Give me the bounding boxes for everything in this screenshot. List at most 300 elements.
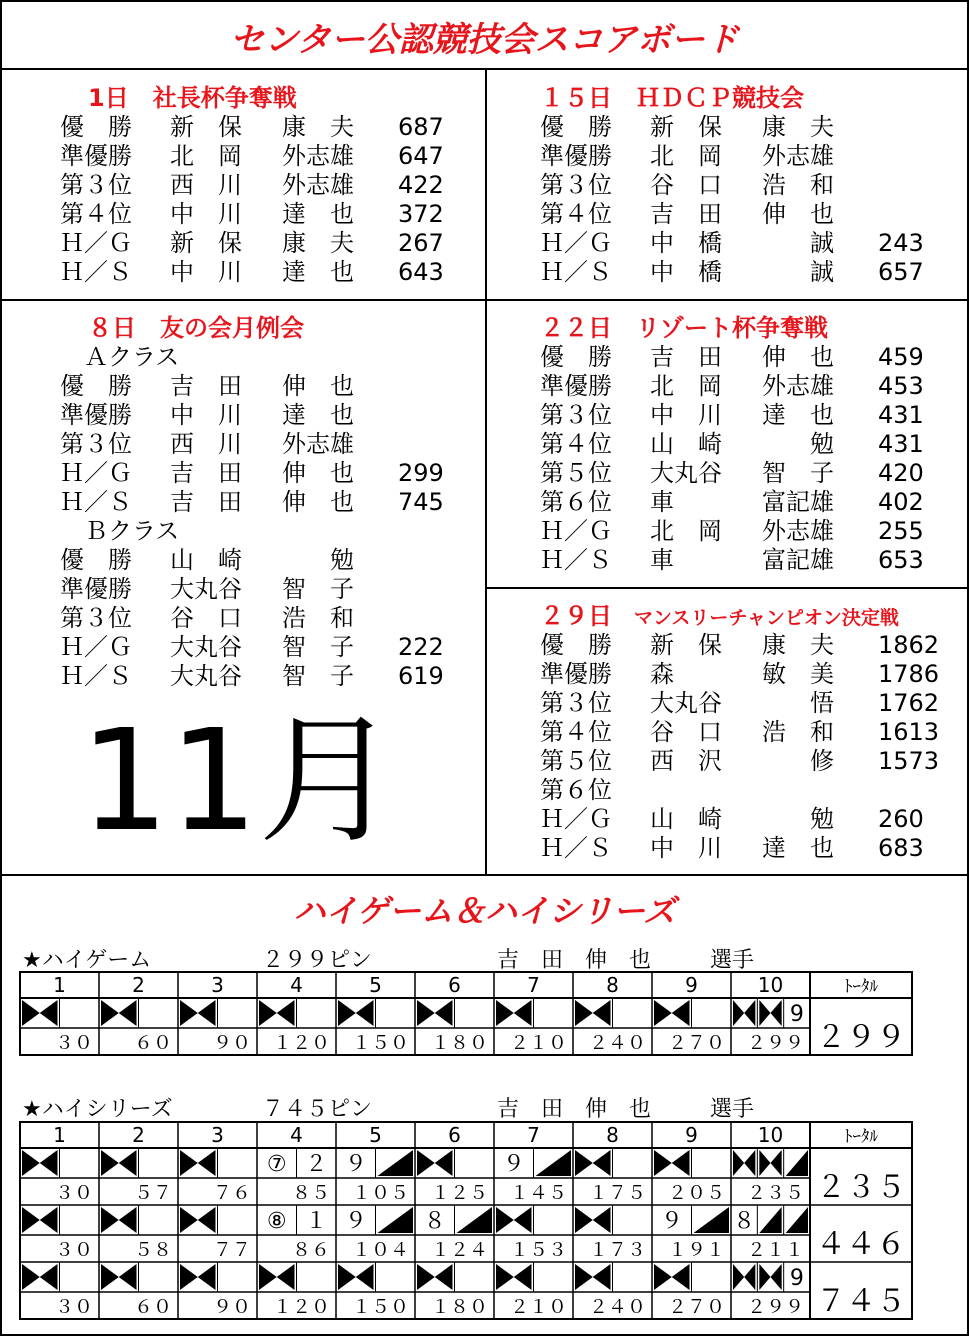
strike-mark (575, 1000, 611, 1026)
rank: 第４位 (540, 430, 612, 458)
strike-mark (733, 1150, 755, 1176)
rank: Ｈ／Ｓ (540, 546, 612, 574)
high-series-heading (22, 1092, 962, 1120)
family-name: 新 保 (170, 113, 242, 141)
result-row (540, 747, 960, 776)
rank: 第３位 (60, 171, 132, 199)
high_series-sheet (20, 1122, 912, 1319)
family-name: 山 崎 (650, 430, 722, 458)
strike-mark (759, 1150, 781, 1176)
event-hdcp (540, 84, 940, 287)
given-name: 康 夫 (282, 229, 354, 257)
score: 420 (878, 459, 924, 487)
strike-mark (101, 1264, 137, 1290)
result-row (540, 171, 940, 200)
rank: 優 勝 (60, 113, 132, 141)
section-title: ハイゲーム＆ハイシリーズ (293, 892, 676, 930)
cumulative-score: １８０ (430, 1296, 488, 1318)
board-title: センター公認競技会スコアボード (230, 20, 739, 60)
rank: 第３位 (540, 689, 612, 717)
frame-header: 2 (132, 1123, 145, 1147)
given-name: 達 也 (282, 401, 354, 429)
strike-mark (22, 1207, 58, 1233)
class-heading: Ａクラス (84, 343, 180, 371)
result-row (60, 459, 460, 488)
frame-header: 4 (290, 1123, 303, 1147)
score: 222 (398, 633, 444, 661)
rank: 準優勝 (540, 660, 612, 688)
given-name: 勉 (762, 430, 834, 458)
family-name: 大丸谷 (170, 633, 242, 661)
strike-mark (22, 1150, 58, 1176)
result-row (60, 546, 460, 575)
cumulative-score: ３０ (54, 1239, 93, 1261)
cumulative-score: ６０ (133, 1032, 172, 1054)
cumulative-score: １２０ (272, 1032, 330, 1054)
rank: 準優勝 (60, 575, 132, 603)
result-row (60, 604, 460, 633)
cumulative-score: １５０ (351, 1032, 409, 1054)
score: 243 (878, 229, 924, 257)
cumulative-score: ７６ (212, 1182, 251, 1204)
family-name: 谷 口 (650, 718, 722, 746)
result-row (60, 430, 460, 459)
score: 643 (398, 258, 444, 286)
strike-mark (180, 1150, 216, 1176)
family-name: 大丸谷 (170, 575, 242, 603)
game-total: ７４５ (816, 1284, 906, 1319)
cumulative-score: ８５ (291, 1182, 330, 1204)
result-row (60, 142, 460, 171)
high-series-pins: ７４５ピン (262, 1097, 373, 1122)
score: 683 (878, 834, 924, 862)
rank: Ｈ／Ｇ (540, 517, 612, 545)
cumulative-score: ３０ (54, 1032, 93, 1054)
score: 1862 (878, 631, 940, 659)
frame-header: 9 (685, 1123, 698, 1147)
rank: 第４位 (60, 200, 132, 228)
strike-mark (338, 1264, 374, 1290)
given-name: 外志雄 (762, 372, 834, 400)
result-row (540, 372, 940, 401)
given-name: 伸 也 (762, 200, 834, 228)
family-name: 中 川 (170, 200, 242, 228)
rank: 第６位 (540, 776, 612, 804)
family-name: 大丸谷 (650, 689, 722, 717)
score: 459 (878, 343, 924, 371)
cumulative-score: １８０ (430, 1032, 488, 1054)
given-name: 伸 也 (282, 488, 354, 516)
divider (2, 299, 969, 301)
rank: 優 勝 (60, 546, 132, 574)
cumulative-score: ３０ (54, 1182, 93, 1204)
frame-header: 1 (53, 973, 66, 997)
family-name: 谷 口 (650, 171, 722, 199)
result-row (540, 718, 960, 747)
family-name: 大丸谷 (170, 662, 242, 690)
ball-count: 9 (789, 1002, 804, 1027)
result-row (540, 776, 960, 805)
event-title-main: 1日 社長杯争奪戦 (88, 84, 297, 112)
score: 1573 (878, 747, 940, 775)
family-name: 車 (650, 488, 674, 516)
family-name: 北 岡 (650, 142, 722, 170)
strike-mark (417, 1150, 453, 1176)
given-name: 外志雄 (282, 171, 354, 199)
strike-mark (417, 1000, 453, 1026)
event-friends-monthly (60, 314, 460, 691)
rank: 第６位 (540, 488, 612, 516)
frame-header: 9 (685, 973, 698, 997)
high-series-player: 吉 田 伸 也 (497, 1097, 652, 1122)
frame-header: 5 (369, 973, 382, 997)
event-title-main: １５日 ＨＤＣＰ競技会 (540, 84, 804, 112)
result-row (540, 517, 940, 546)
high-game-label: ★ハイゲーム (22, 948, 152, 973)
game-total: ４４６ (816, 1227, 906, 1262)
rank: Ｈ／Ｓ (60, 662, 132, 690)
given-name: 外志雄 (762, 142, 834, 170)
cumulative-score: １５３ (509, 1239, 567, 1261)
given-name: 誠 (762, 229, 834, 257)
rank: Ｈ／Ｇ (540, 805, 612, 833)
given-name: 勉 (762, 805, 834, 833)
rank: 準優勝 (540, 142, 612, 170)
result-row (60, 113, 460, 142)
family-name: 新 保 (170, 229, 242, 257)
family-name: 西 沢 (650, 747, 722, 775)
family-name: 中 川 (650, 834, 722, 862)
strike-mark (496, 1000, 532, 1026)
result-row (60, 488, 460, 517)
result-row (60, 200, 460, 229)
high-game-player: 吉 田 伸 也 (497, 948, 652, 973)
family-name: 新 保 (650, 113, 722, 141)
rank: 第３位 (60, 430, 132, 458)
spare-mark (786, 1207, 808, 1233)
family-name: 新 保 (650, 631, 722, 659)
cumulative-score: ２４０ (588, 1032, 646, 1054)
family-name: 吉 田 (650, 343, 722, 371)
strike-mark (759, 1000, 781, 1026)
given-name: 敏 美 (762, 660, 834, 688)
score: 653 (878, 546, 924, 574)
frame-header: 5 (369, 1123, 382, 1147)
event-title (60, 84, 460, 113)
score: 1613 (878, 718, 940, 746)
event-title (60, 314, 460, 343)
rank: 準優勝 (540, 372, 612, 400)
cumulative-score: ２３５ (746, 1182, 804, 1204)
frame-header: 1 (53, 1123, 66, 1147)
family-name: 森 (650, 660, 674, 688)
given-name: 康 夫 (762, 113, 834, 141)
strike-mark (575, 1150, 611, 1176)
result-row (540, 834, 960, 863)
score: 657 (878, 258, 924, 286)
result-row (540, 113, 940, 142)
game-total: ２９９ (816, 1020, 906, 1055)
cumulative-score: ３０ (54, 1296, 93, 1318)
cumulative-score: ２７０ (667, 1296, 725, 1318)
frame-header: 3 (211, 973, 224, 997)
strike-mark (101, 1150, 137, 1176)
ball-count: ８ (423, 1209, 446, 1234)
cumulative-score: １４５ (509, 1182, 567, 1204)
family-name: 西 川 (170, 171, 242, 199)
family-name: 北 岡 (170, 142, 242, 170)
score: 255 (878, 517, 924, 545)
event-title-extra: マンスリーチャンピオン決定戦 (634, 607, 899, 629)
ball-count: ９ (660, 1209, 683, 1234)
cumulative-score: １０４ (351, 1239, 409, 1261)
given-name: 達 也 (762, 834, 834, 862)
rank: 優 勝 (60, 372, 132, 400)
cumulative-score: ２０５ (667, 1182, 725, 1204)
cumulative-score: １２５ (430, 1182, 488, 1204)
given-name: 誠 (762, 258, 834, 286)
strike-mark (22, 1264, 58, 1290)
strike-mark (101, 1207, 137, 1233)
rank: Ｈ／Ｇ (60, 229, 132, 257)
family-name: 山 崎 (170, 546, 242, 574)
result-row (540, 200, 940, 229)
month-label: 11月 (80, 700, 399, 863)
frame-header: 7 (527, 973, 540, 997)
event-title (540, 602, 960, 631)
result-row (540, 229, 940, 258)
score: 260 (878, 805, 924, 833)
rank: 第４位 (540, 718, 612, 746)
class-heading: Ｂクラス (84, 517, 180, 545)
rank: 第４位 (540, 200, 612, 228)
score: 1762 (878, 689, 940, 717)
rank: Ｈ／Ｇ (60, 459, 132, 487)
rank: 第５位 (540, 459, 612, 487)
ball-count: ８ (733, 1209, 756, 1234)
cumulative-score: １２０ (272, 1296, 330, 1318)
rank: 第３位 (540, 401, 612, 429)
strike-mark (654, 1264, 690, 1290)
rank: Ｈ／Ｓ (540, 258, 612, 286)
high-game-pins: ２９９ピン (262, 948, 373, 973)
score: 422 (398, 171, 444, 199)
rank: Ｈ／Ｓ (60, 258, 132, 286)
ball-count: ９ (344, 1209, 367, 1234)
result-row (60, 171, 460, 200)
result-row (540, 142, 940, 171)
family-name: 吉 田 (170, 488, 242, 516)
rank: Ｈ／Ｓ (540, 834, 612, 862)
cumulative-score: １０５ (351, 1182, 409, 1204)
score: 431 (878, 430, 924, 458)
score: 431 (878, 401, 924, 429)
event-title (540, 84, 940, 113)
rank: Ｈ／Ｓ (60, 488, 132, 516)
strike-mark (259, 1264, 295, 1290)
result-row (540, 805, 960, 834)
given-name: 康 夫 (282, 113, 354, 141)
family-name: 谷 口 (170, 604, 242, 632)
family-name: 吉 田 (170, 459, 242, 487)
result-row (60, 575, 460, 604)
family-name: 山 崎 (650, 805, 722, 833)
rank: 準優勝 (60, 142, 132, 170)
cumulative-score: ２１０ (509, 1032, 567, 1054)
score: 453 (878, 372, 924, 400)
frame-header: 6 (448, 973, 461, 997)
cumulative-score: ７７ (212, 1239, 251, 1261)
frame-header: 6 (448, 1123, 461, 1147)
ball-count: 9 (789, 1266, 804, 1291)
given-name: 富記雄 (762, 488, 834, 516)
rank: 優 勝 (540, 343, 612, 371)
result-row (540, 401, 940, 430)
event-title (540, 314, 940, 343)
given-name: 外志雄 (282, 430, 354, 458)
frame-header: 4 (290, 973, 303, 997)
result-row (60, 633, 460, 662)
cumulative-score: ９０ (212, 1032, 251, 1054)
spare-mark (536, 1150, 572, 1176)
frame-header: 8 (606, 973, 619, 997)
divider (485, 68, 487, 874)
cumulative-score: ８６ (291, 1239, 330, 1261)
strike-mark (496, 1264, 532, 1290)
rank: Ｈ／Ｇ (60, 633, 132, 661)
result-row (540, 660, 960, 689)
strike-mark (575, 1207, 611, 1233)
event-president-cup (60, 84, 460, 287)
event-title-main: ２２日 リゾート杯争奪戦 (540, 314, 828, 342)
result-row (540, 546, 940, 575)
result-row (60, 662, 460, 691)
rank: 優 勝 (540, 631, 612, 659)
given-name: 外志雄 (282, 142, 354, 170)
spare-mark (694, 1207, 730, 1233)
family-name: 大丸谷 (650, 459, 722, 487)
ball-count: ⑦ (266, 1152, 287, 1177)
cumulative-score: １７５ (588, 1182, 646, 1204)
strike-mark (417, 1264, 453, 1290)
result-row (540, 631, 960, 660)
cumulative-score: ６０ (133, 1296, 172, 1318)
score: 1786 (878, 660, 940, 688)
ball-count: ２ (305, 1152, 328, 1177)
given-name: 浩 和 (762, 718, 834, 746)
result-row (540, 488, 940, 517)
strike-mark (759, 1264, 781, 1290)
score: 267 (398, 229, 444, 257)
divider (2, 874, 969, 876)
result-row (60, 372, 460, 401)
given-name: 修 (762, 747, 834, 775)
family-name: 中 川 (170, 401, 242, 429)
result-row (60, 229, 460, 258)
event-monthly-champion (540, 602, 960, 863)
score: 372 (398, 200, 444, 228)
frame-header: 3 (211, 1123, 224, 1147)
event-title-main: ２９日 (540, 602, 612, 630)
given-name: 康 夫 (762, 631, 834, 659)
result-row (540, 343, 940, 372)
given-name: 達 也 (282, 200, 354, 228)
divider (485, 587, 969, 589)
strike-mark (654, 1000, 690, 1026)
cumulative-score: １２４ (430, 1239, 488, 1261)
result-row (540, 430, 940, 459)
strike-mark (180, 1207, 216, 1233)
cumulative-score: ２１０ (509, 1296, 567, 1318)
strike-mark (180, 1264, 216, 1290)
ball-count: ９ (502, 1152, 525, 1177)
strike-mark (575, 1264, 611, 1290)
given-name: 達 也 (762, 401, 834, 429)
strike-mark (180, 1000, 216, 1026)
rank: 第３位 (60, 604, 132, 632)
ball-count: ⑧ (266, 1209, 287, 1234)
cumulative-score: １５０ (351, 1296, 409, 1318)
given-name: 勉 (282, 546, 354, 574)
given-name: 智 子 (762, 459, 834, 487)
cumulative-score: ２４０ (588, 1296, 646, 1318)
frame-header: 2 (132, 973, 145, 997)
given-name: 達 也 (282, 258, 354, 286)
spare-mark (378, 1150, 414, 1176)
given-name: 浩 和 (282, 604, 354, 632)
given-name: 富記雄 (762, 546, 834, 574)
given-name: 悟 (762, 689, 834, 717)
spare-mark (786, 1150, 808, 1176)
event-title-main: ８日 友の会月例会 (88, 314, 304, 342)
spare-mark (378, 1207, 414, 1233)
given-name: 浩 和 (762, 171, 834, 199)
family-name: 中 橋 (650, 229, 722, 257)
score: 647 (398, 142, 444, 170)
game-total: ２３５ (816, 1170, 906, 1205)
event-resort-cup (540, 314, 940, 575)
cumulative-score: ２７０ (667, 1032, 725, 1054)
given-name: 智 子 (282, 633, 354, 661)
family-name: 西 川 (170, 430, 242, 458)
given-name: 伸 也 (282, 372, 354, 400)
given-name: 智 子 (282, 575, 354, 603)
frame-header: 10 (757, 1123, 784, 1147)
cumulative-score: ２９９ (746, 1032, 804, 1054)
given-name: 伸 也 (282, 459, 354, 487)
spare-mark (457, 1207, 493, 1233)
frame-header: 8 (606, 1123, 619, 1147)
family-name: 吉 田 (170, 372, 242, 400)
total-header: ﾄｰﾀﾙ (844, 1127, 878, 1147)
strike-mark (654, 1150, 690, 1176)
cumulative-score: １７３ (588, 1239, 646, 1261)
result-row (60, 258, 460, 287)
strike-mark (101, 1000, 137, 1026)
family-name: 中 川 (170, 258, 242, 286)
strike-mark (338, 1000, 374, 1026)
high_game-sheet (20, 972, 912, 1055)
cumulative-score: １９１ (667, 1239, 725, 1261)
rank: 第５位 (540, 747, 612, 775)
frame-header: 7 (527, 1123, 540, 1147)
strike-mark (733, 1000, 755, 1026)
spare-mark (759, 1207, 781, 1233)
rank: 第３位 (540, 171, 612, 199)
family-name: 車 (650, 546, 674, 574)
given-name: 外志雄 (762, 517, 834, 545)
result-row (540, 258, 940, 287)
